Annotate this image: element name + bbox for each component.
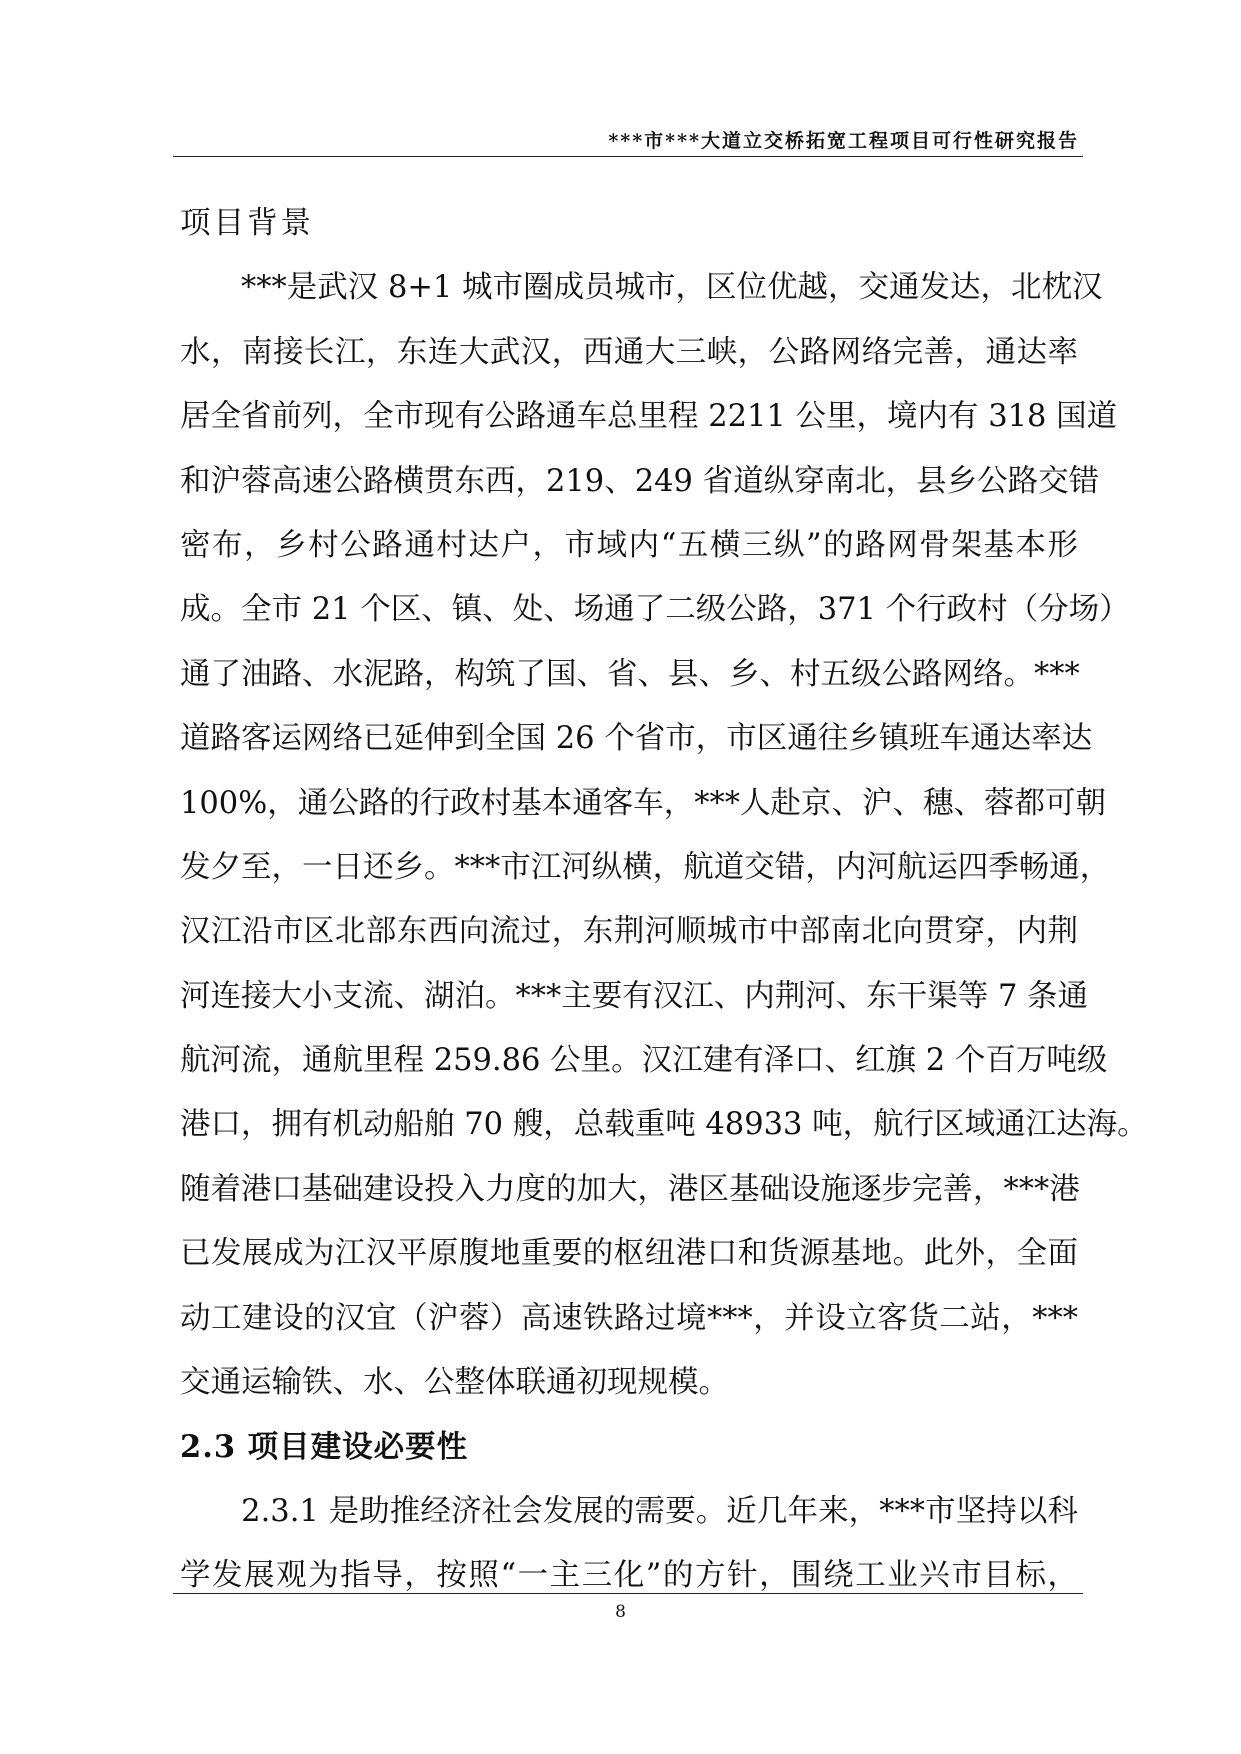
section-heading: 2.3 项目建设必要性 [180,1429,469,1466]
paragraph-line: 已发展成为江汉平原腹地重要的枢纽港口和货源基地。此外，全面 [180,1236,1078,1272]
paragraph-line: ***是武汉 8+1 城市圈成员城市，区位优越，交通发达，北枕汉 [180,270,1103,306]
paragraph-line: 港口，拥有机动船舶 70 艘，总载重吨 48933 吨，航行区域通江达海。 [180,1107,1148,1143]
background-paragraph [180,256,1148,1415]
header-rule [173,156,1083,157]
running-header: ***市***大道立交桥拓宽工程项目可行性研究报告 [608,130,1079,152]
paragraph-line: 学发展观为指导，按照“一主三化”的方针，围绕工业兴市目标， [180,1558,1078,1594]
paragraph-line: 居全省前列，全市现有公路通车总里程 2211 公里，境内有 318 国道 [180,399,1118,435]
footer-rule [173,1593,1083,1594]
paragraph-line: 发夕至，一日还乡。***市江河纵横，航道交错，内河航运四季畅通， [180,849,1111,885]
page-number: 8 [615,1602,626,1622]
paragraph-line: 密布，乡村公路通村达户，市域内“五横三纵”的路网骨架基本形 [180,527,1078,563]
paragraph-line: 动工建设的汉宜（沪蓉）高速铁路过境***，并设立客货二站，*** [180,1300,1078,1336]
necessity-paragraph [180,1480,1078,1609]
paragraph-line: 随着港口基础建设投入力度的加大，港区基础设施逐步完善，***港 [180,1171,1080,1207]
paragraph-line: 航河流，通航里程 259.86 公里。汉江建有泽口、红旗 2 个百万吨级 [180,1043,1108,1079]
paragraph-line: 道路客运网络已延伸到全国 26 个省市，市区通往乡镇班车通达率达 [180,721,1093,757]
document-body [180,192,1148,1609]
paragraph-line: 交通运输铁、水、公整体联通初现规模。 [180,1365,729,1401]
paragraph-line: 汉江沿市区北部东西向流过，东荆河顺城市中部南北向贯穿，内荆 [180,914,1078,950]
section-title: 项目背景 [180,206,314,241]
paragraph-line: 和沪蓉高速公路横贯东西，219、249 省道纵穿南北，县乡公路交错 [180,463,1100,499]
paragraph-line: 成。全市 21 个区、镇、处、场通了二级公路，371 个行政村（分场） [180,592,1130,628]
paragraph-line: 通了油路、水泥路，构筑了国、省、县、乡、村五级公路网络。*** [180,656,1080,692]
paragraph-line: 河连接大小支流、湖泊。***主要有汉江、内荆河、东干渠等 7 条通 [180,978,1089,1014]
paragraph-line: 100%，通公路的行政村基本通客车，***人赴京、沪、穗、蓉都可朝 [180,785,1106,821]
paragraph-line: 水，南接长江，东连大武汉，西通大三峡，公路网络完善，通达率 [180,334,1078,370]
paragraph-line: 2.3.1 是助推经济社会发展的需要。近几年来，***市坚持以科 [180,1493,1078,1529]
